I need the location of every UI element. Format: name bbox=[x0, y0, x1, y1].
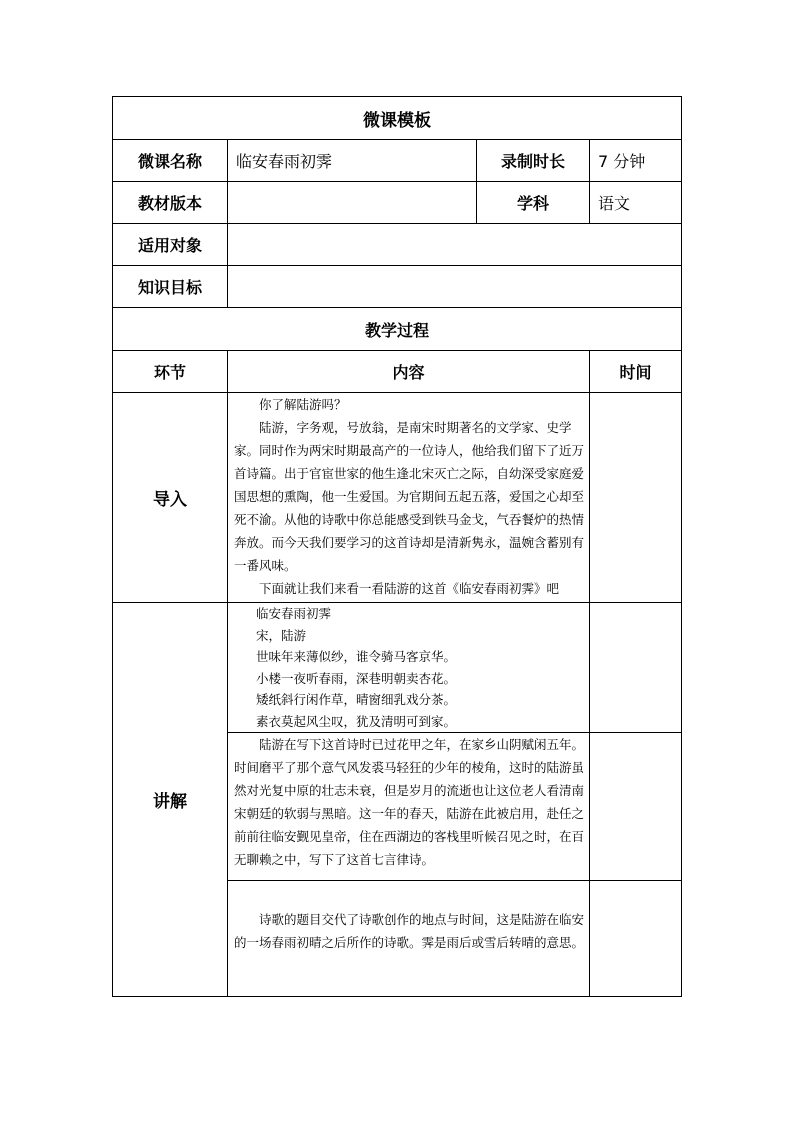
process-title: 教学过程 bbox=[113, 308, 682, 351]
course-name-value: 临安春雨初霁 bbox=[228, 140, 477, 182]
stage-intro: 导入 bbox=[113, 393, 228, 603]
duration-label: 录制时长 bbox=[477, 140, 590, 182]
intro-time bbox=[590, 393, 682, 603]
lesson-template-table bbox=[112, 96, 682, 997]
poem-line: 矮纸斜行闲作草，晴窗细乳戏分茶。 bbox=[256, 692, 457, 707]
poem-time bbox=[590, 603, 682, 733]
course-name-label: 微课名称 bbox=[113, 140, 228, 182]
poem-line: 小楼一夜听春雨，深巷明朝卖杏花。 bbox=[256, 670, 457, 686]
title-note-paragraph: 诗歌的题目交代了诗歌创作的地点与时间，这是陆游在临安的一场春雨初晴之后所作的诗歌。霁是雨后或雪后转晴的意思。 bbox=[234, 912, 585, 950]
subject-label: 学科 bbox=[477, 182, 590, 224]
intro-transition: 下面就让我们来看一看陆游的这首《临安春雨初霁》吧 bbox=[259, 581, 560, 596]
edition-value bbox=[228, 182, 477, 224]
poem-line: 素衣莫起风尘叹，犹及清明可到家。 bbox=[256, 713, 457, 729]
audience-value bbox=[228, 224, 682, 266]
poem-line: 世味年来薄似纱，谁令骑马客京华。 bbox=[256, 649, 457, 664]
poem-title: 临安春雨初霁 bbox=[256, 606, 332, 621]
background-time bbox=[590, 733, 682, 881]
background-paragraph: 陆游在写下这首诗时已过花甲之年，在家乡山阴赋闲五年。时间磨平了那个意气风发裘马轻狂的少年的棱角，这时的陆游虽然对光复中原的壮志未衰，但是岁月的流逝也让这位老人看清南宋朝廷的软弱与黑暗。这一年的春天，陆游在此被启用，赴任之前前往临安觐见皇帝，住在西湖边的客栈里听候召见之时，在百无聊赖之中，写下了这首七言律诗。 bbox=[234, 737, 585, 867]
title-note-time bbox=[590, 881, 682, 997]
subject-value: 语文 bbox=[590, 182, 682, 224]
duration-value: 7 分钟 bbox=[590, 140, 682, 182]
column-header-stage: 环节 bbox=[113, 351, 228, 393]
poem-author: 宋，陆游 bbox=[256, 627, 307, 643]
template-title: 微课模板 bbox=[113, 97, 682, 140]
goal-label: 知识目标 bbox=[113, 266, 228, 308]
edition-label: 教材版本 bbox=[113, 182, 228, 224]
background-content bbox=[228, 733, 590, 881]
intro-paragraph: 陆游，字务观，号放翁，是南宋时期著名的文学家、史学家。同时作为两宋时期最高产的一位诗人，他给我们留下了近万首诗篇。出于官宦世家的他生逢北宋灭亡之际，自幼深受家庭爱国思想的熏陶，他一生爱国。为官期间五起五落，爱国之心却至死不渝。从他的诗歌中你总能感受到铁马金戈，气吞餐炉的热情奔放。而今天我们要学习的这首诗却是清新隽永，温婉含蓄别有一番风味。 bbox=[234, 420, 585, 573]
goal-value bbox=[228, 266, 682, 308]
column-header-time: 时间 bbox=[590, 351, 682, 393]
audience-label: 适用对象 bbox=[113, 224, 228, 266]
intro-question: 你了解陆游吗？ bbox=[259, 397, 347, 412]
title-note-content bbox=[228, 881, 590, 997]
stage-explain: 讲解 bbox=[113, 603, 228, 997]
poem-text bbox=[228, 603, 590, 733]
intro-content bbox=[228, 393, 590, 603]
column-header-content: 内容 bbox=[228, 351, 590, 393]
